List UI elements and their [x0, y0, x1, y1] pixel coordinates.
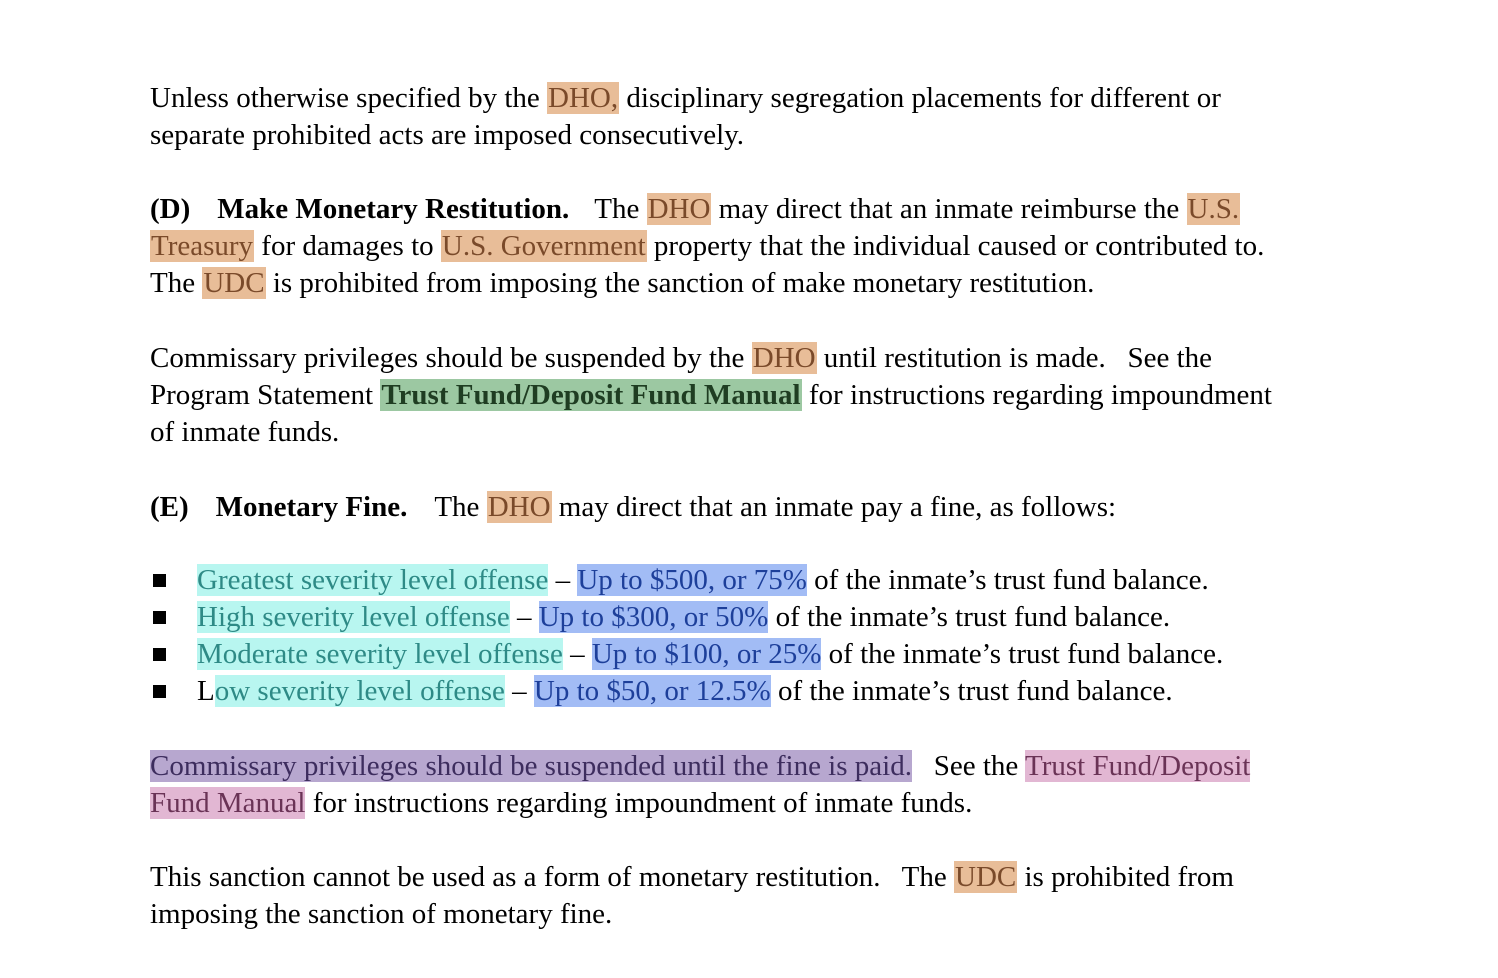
fine-amount: Up to $50, or 12.5%	[533, 675, 771, 707]
entity-us: U.S.	[1187, 193, 1240, 225]
entity-udc: UDC	[955, 861, 1017, 893]
fine-amount: Up to $300, or 50%	[538, 601, 769, 633]
paragraph-commissary-fine	[150, 748, 1250, 822]
paragraph-monetary-fine	[150, 489, 1116, 526]
square-bullet-icon	[153, 648, 166, 661]
text: disciplinary segregation placements for different or	[619, 82, 1221, 114]
text: The	[594, 193, 647, 225]
square-bullet-icon	[153, 611, 166, 624]
text: of the inmate’s trust fund balance.	[770, 675, 1173, 707]
severity-level: Moderate severity level offense	[197, 638, 563, 670]
square-bullet-icon	[153, 685, 166, 698]
entity-udc: UDC	[203, 267, 265, 299]
list-item	[150, 599, 1223, 636]
text: The	[150, 267, 203, 299]
text: until restitution is made. See the	[816, 342, 1212, 374]
text: This sanction cannot be used as a form of monetary restitution. The	[150, 861, 955, 893]
list-item	[150, 673, 1223, 710]
text: –	[548, 564, 578, 596]
text: may direct that an inmate reimburse the	[711, 193, 1187, 225]
text: of the inmate’s trust fund balance.	[768, 601, 1171, 633]
severity-level: High severity level offense	[197, 601, 510, 633]
text: –	[509, 601, 539, 633]
fine-amount: Up to $500, or 75%	[577, 564, 807, 596]
text: –	[504, 675, 534, 707]
text: L	[197, 675, 215, 707]
section-title-fine: Monetary Fine.	[215, 491, 408, 523]
section-title-restitution: Make Monetary Restitution.	[217, 193, 570, 225]
text: of inmate funds.	[150, 416, 340, 448]
text: for instructions regarding impoundment	[801, 379, 1272, 411]
text: may direct that an inmate pay a fine, as follows:	[551, 491, 1117, 523]
entity-dho: DHO	[487, 491, 551, 523]
entity-dho: DHO	[647, 193, 711, 225]
fine-list	[150, 562, 1223, 710]
text: is prohibited from imposing the sanction of make monetary restitution.	[265, 267, 1095, 299]
document-reference: Trust Fund/Deposit	[1025, 750, 1251, 782]
entity-us-government: U.S. Government	[441, 230, 646, 262]
severity-level: ow severity level offense	[214, 675, 505, 707]
text: Unless otherwise specified by the	[150, 82, 548, 114]
list-item	[150, 562, 1223, 599]
entity-dho: DHO	[752, 342, 816, 374]
list-item	[150, 636, 1223, 673]
severity-level: Greatest severity level offense	[197, 564, 549, 596]
text: separate prohibited acts are imposed consecutively.	[150, 119, 745, 151]
document-reference-manual: Trust Fund/Deposit Fund Manual	[381, 379, 801, 411]
fine-amount: Up to $100, or 25%	[591, 638, 822, 670]
text: Program Statement	[150, 379, 381, 411]
text: is prohibited from	[1017, 861, 1234, 893]
text: imposing the sanction of monetary fine.	[150, 898, 613, 930]
paragraph-consecutive	[150, 80, 1221, 154]
text: of the inmate’s trust fund balance.	[821, 638, 1224, 670]
text: for instructions regarding impoundment of inmate funds.	[305, 787, 973, 819]
text: of the inmate’s trust fund balance.	[806, 564, 1209, 596]
entity-dho: DHO,	[548, 82, 619, 114]
text: Commissary privileges should be suspended by the	[150, 342, 752, 374]
text: for damages to	[254, 230, 441, 262]
condition-highlight: Commissary privileges should be suspended until the fine is paid.	[150, 750, 912, 782]
section-label-e: (E)	[150, 491, 189, 523]
entity-treasury: Treasury	[151, 230, 254, 262]
text: –	[562, 638, 592, 670]
text: property that the individual caused or contributed to.	[646, 230, 1265, 262]
paragraph-sanction-limit	[150, 859, 1234, 933]
text: See the	[911, 750, 1025, 782]
document-reference: Fund Manual	[150, 787, 306, 819]
paragraph-restitution	[150, 191, 1264, 302]
square-bullet-icon	[153, 574, 166, 587]
section-label-d: (D)	[150, 193, 191, 225]
paragraph-commissary-restitution	[150, 340, 1272, 451]
text: The	[434, 491, 487, 523]
